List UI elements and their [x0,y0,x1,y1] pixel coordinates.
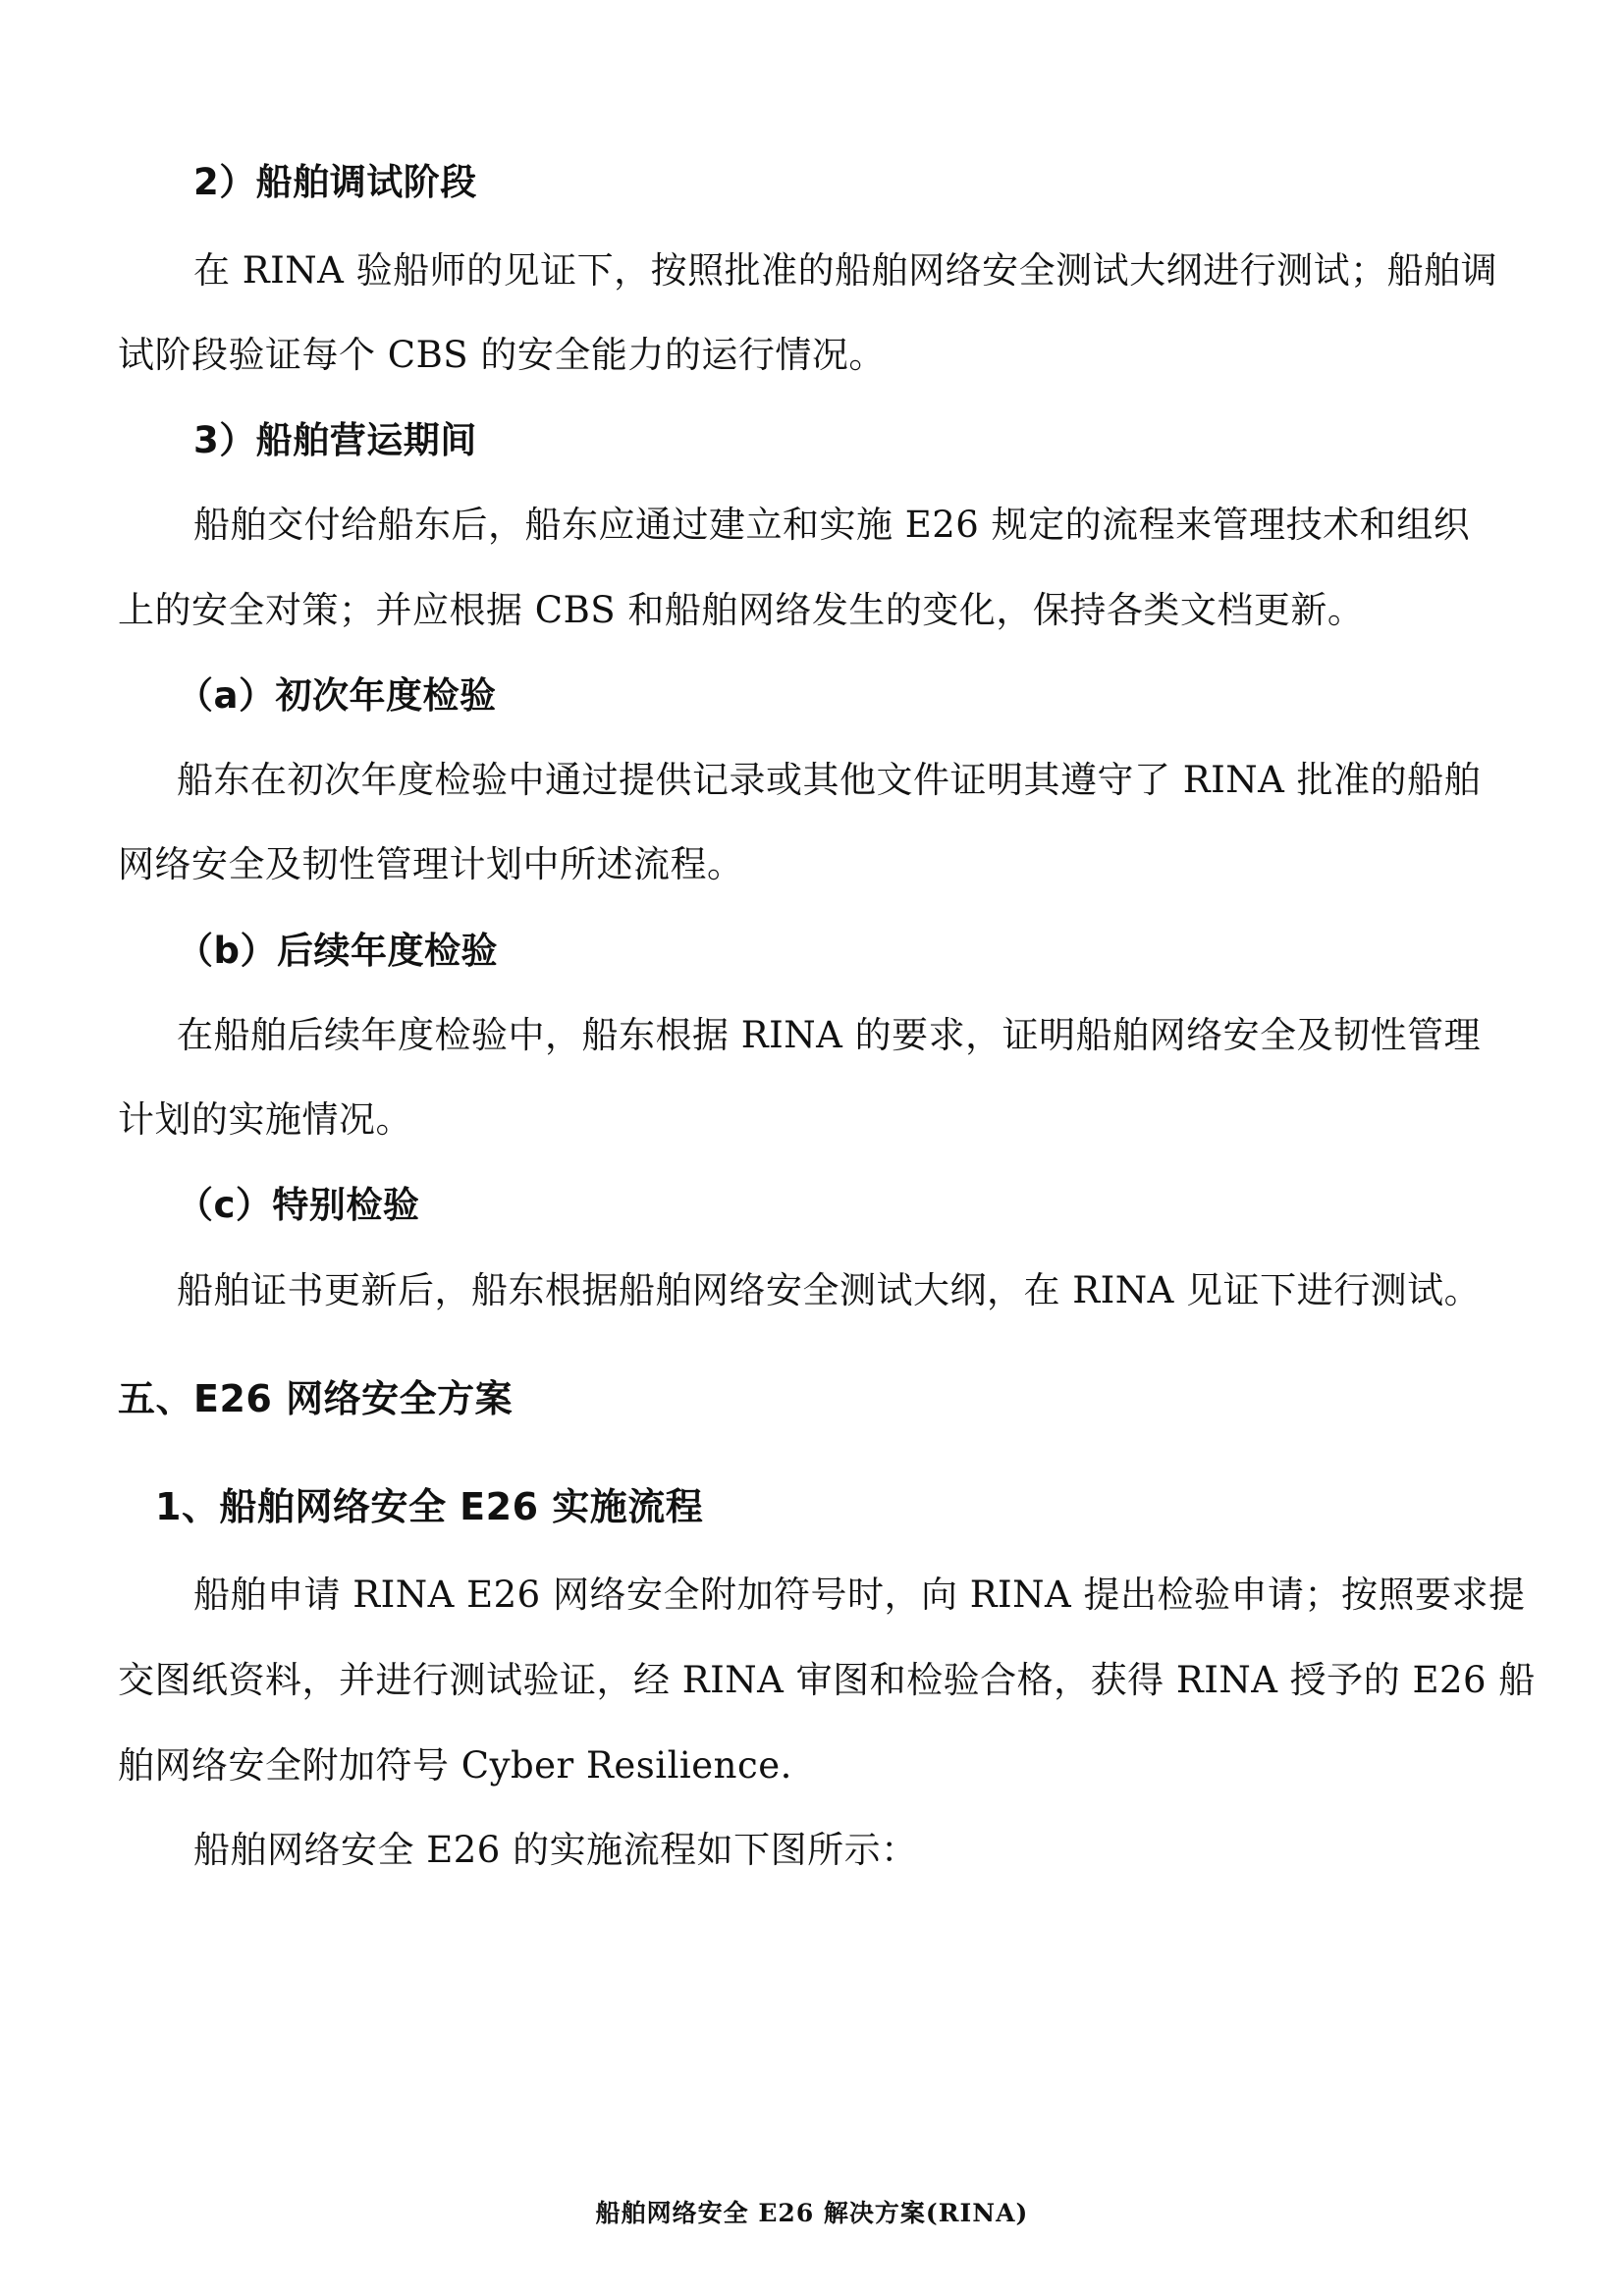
paragraph-line: 船舶证书更新后，船东根据船舶网络安全测试大纲，在 RINA 见证下进行测试。 [177,1269,1482,1311]
paragraph-line: 船东在初次年度检验中通过提供记录或其他文件证明其遵守了 RINA 批准的船舶 [177,759,1482,801]
heading-operation-period: 3）船舶营运期间 [193,419,477,461]
paragraph-line: 试阶段验证每个 CBS 的安全能力的运行情况。 [118,334,886,376]
section-heading-e26-solution: 五、E26 网络安全方案 [118,1377,514,1420]
paragraph-line: 船舶申请 RINA E26 网络安全附加符号时，向 RINA 提出检验申请；按照要求提 [193,1574,1526,1616]
paragraph-line: 交图纸资料，并进行测试验证，经 RINA 审图和检验合格，获得 RINA 授予的 E26 船 [118,1659,1536,1701]
paragraph-line: 网络安全及韧性管理计划中所述流程。 [118,843,744,885]
paragraph-line: 船舶交付给船东后，船东应通过建立和实施 E26 规定的流程来管理技术和组织 [193,504,1471,546]
heading-subsequent-annual-survey: （b）后续年度检验 [177,930,498,972]
subsection-heading-implementation-process: 1、船舶网络安全 E26 实施流程 [155,1485,704,1528]
paragraph-line: 舶网络安全附加符号 Cyber Resilience. [118,1744,792,1787]
paragraph-line: 上的安全对策；并应根据 CBS 和船舶网络发生的变化，保持各类文档更新。 [118,589,1365,631]
paragraph-line: 在 RINA 验船师的见证下，按照批准的船舶网络安全测试大纲进行测试；船舶调 [193,249,1498,292]
paragraph-line: 计划的实施情况。 [118,1098,412,1141]
heading-commissioning-stage: 2）船舶调试阶段 [193,161,477,203]
page-footer: 船舶网络安全 E26 解决方案(RINA) [595,2199,1029,2227]
heading-initial-annual-survey: （a）初次年度检验 [177,674,497,717]
heading-special-survey: （c）特别检验 [177,1184,420,1226]
paragraph-line: 船舶网络安全 E26 的实施流程如下图所示： [193,1829,918,1871]
paragraph-line: 在船舶后续年度检验中，船东根据 RINA 的要求，证明船舶网络安全及韧性管理 [177,1014,1482,1056]
